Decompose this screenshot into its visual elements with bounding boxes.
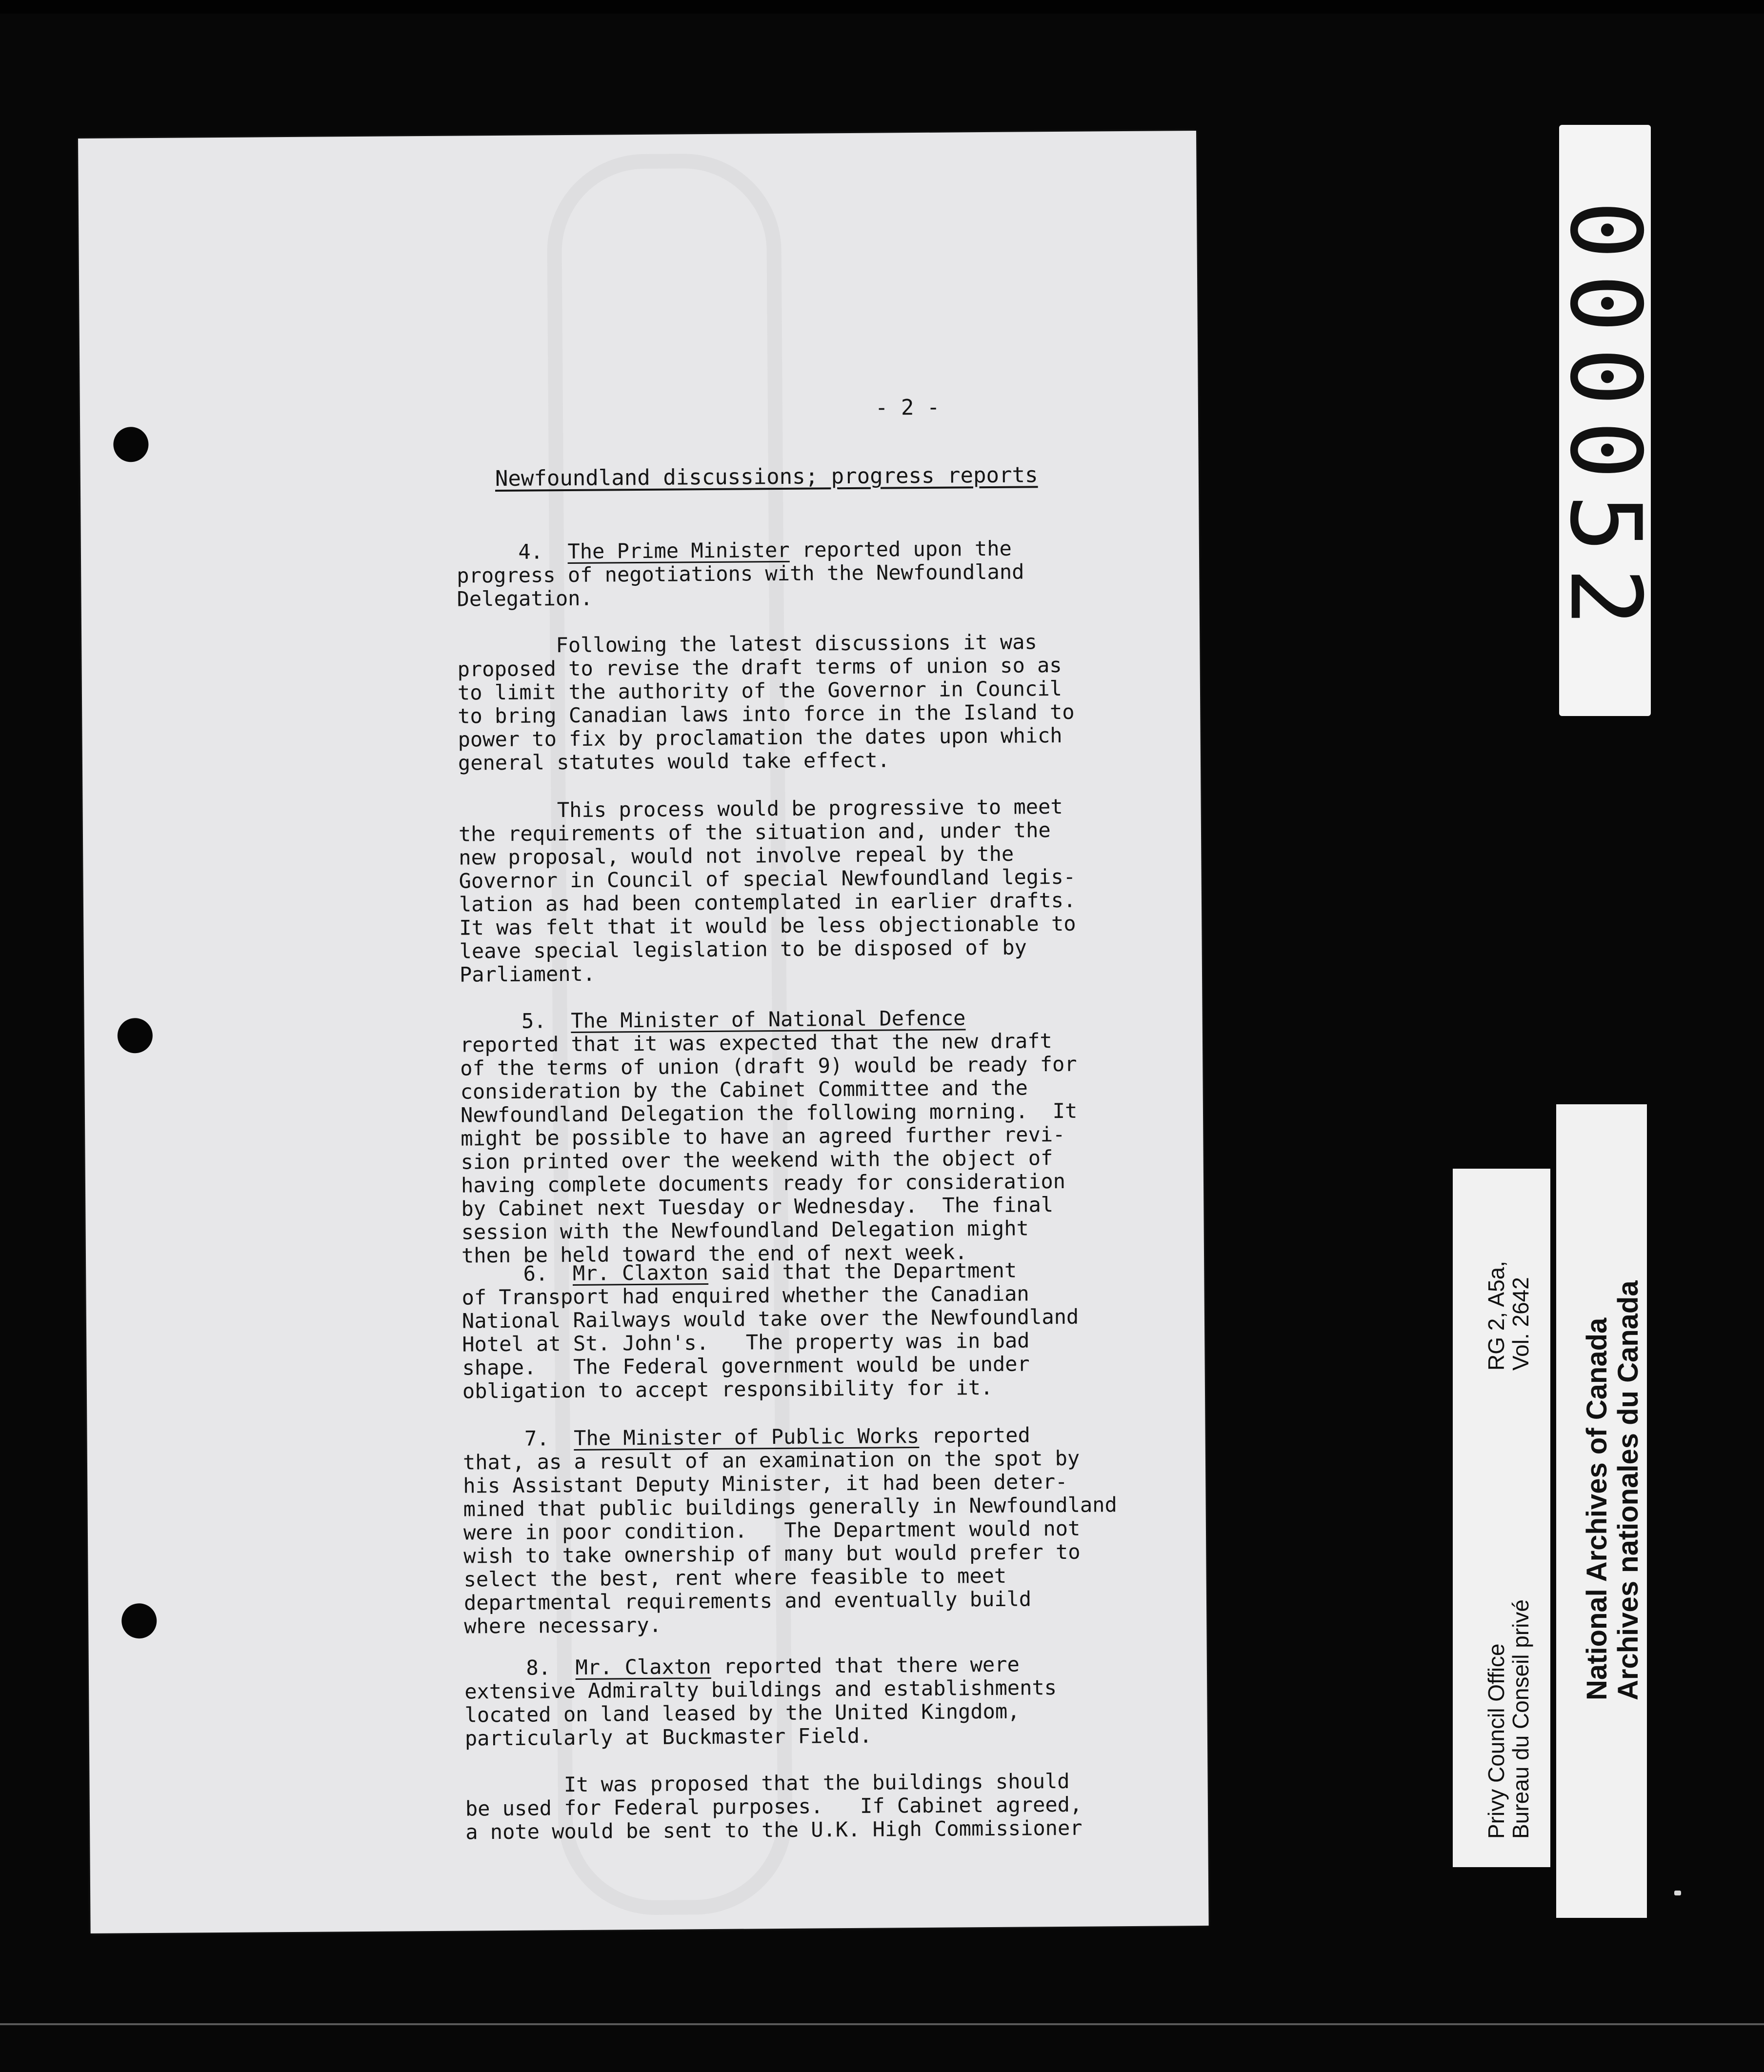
text-line [463, 1540, 1117, 1568]
line-text: new proposal, would not involve repeal by the [459, 841, 1014, 870]
document-page [78, 131, 1209, 1933]
line-text: reported that there were [711, 1652, 1020, 1679]
line-text: obligation to accept responsibility for it. [462, 1375, 993, 1403]
volume-number: Vol. 2642 [1508, 1277, 1533, 1371]
paragraph [461, 1258, 1079, 1403]
paragraph [465, 1770, 1082, 1844]
text-line [465, 1816, 1082, 1844]
dust-speck [1674, 1891, 1681, 1895]
underlined-speaker: Mr. Claxton [572, 1260, 709, 1285]
scan-bottom-edge [0, 2023, 1764, 2025]
line-text: 4. [456, 539, 568, 564]
line-text: having complete documents ready for consideration [461, 1169, 1066, 1197]
line-text: general statutes would take effect. [458, 748, 890, 775]
paragraph [464, 1653, 1057, 1750]
text-line [464, 1587, 1118, 1614]
line-text: reported [919, 1423, 1030, 1448]
line-text: 8. [464, 1655, 576, 1680]
line-text: departmental requirements and eventually build [463, 1587, 1032, 1615]
line-text: mined that public buildings generally in Newfoundland [463, 1493, 1117, 1521]
line-text: Hotel at St. John's. The property was in bad [462, 1328, 1030, 1356]
page-number: - 2 - [875, 395, 940, 420]
heading-text: Newfoundland discussions; progress reports [495, 462, 1038, 492]
section-heading [495, 463, 1038, 491]
line-text: to limit the authority of the Governor in Council [457, 676, 1062, 705]
line-text: reported upon the [789, 536, 1012, 562]
text-line [460, 959, 1077, 987]
line-text: said that the Department [708, 1258, 1017, 1285]
underlined-speaker: The Minister of Public Works [574, 1424, 920, 1450]
line-text: shape. The Federal government would be under [462, 1352, 1030, 1380]
line-text: 6. [461, 1261, 573, 1286]
line-text: a note would be sent to the U.K. High Commissioner [465, 1815, 1082, 1844]
frame-number: 000052 [1548, 200, 1662, 641]
text-line [465, 1723, 1057, 1750]
line-text: his Assistant Deputy Minister, it had been deter- [463, 1469, 1068, 1498]
text-line [464, 1699, 1057, 1727]
text-line [462, 1375, 1080, 1403]
text-line [457, 560, 1024, 587]
line-text: wish to take ownership of many but would prefer to [463, 1539, 1081, 1568]
line-text: Following the latest discussions it was [457, 630, 1037, 658]
typed-text [378, 394, 1207, 1844]
line-text: lation as had been contemplated in earlier drafts. [459, 888, 1076, 916]
paragraph [460, 1006, 1078, 1268]
office-french: Bureau du Conseil privé [1508, 1599, 1533, 1839]
line-text: particularly at Buckmaster Field. [464, 1723, 872, 1751]
line-text: leave special legislation to be disposed of by [459, 935, 1027, 963]
line-text: reported that it was expected that the new draft [460, 1029, 1052, 1057]
line-text: progress of negotiations with the Newfoundland [457, 559, 1024, 588]
line-text: where necessary. [464, 1613, 662, 1638]
line-text: Parliament. [459, 961, 596, 987]
line-text: This process would be progressive to meet [458, 794, 1063, 823]
underlined-speaker: Mr. Claxton [575, 1654, 711, 1679]
paragraph [457, 630, 1075, 775]
line-text: then be held toward the end of next week. [461, 1240, 967, 1268]
line-text: 7. [462, 1426, 574, 1451]
text-line [458, 724, 1075, 752]
line-text: Governor in Council of special Newfoundland legis- [459, 864, 1076, 893]
scan-top-edge [0, 0, 1764, 14]
punch-hole-top [113, 427, 149, 462]
line-text: Newfoundland Delegation the following morning. It [460, 1098, 1078, 1127]
underlined-speaker: The Minister of National Defence [571, 1006, 966, 1033]
line-text: the requirements of the situation and, under the [458, 818, 1051, 846]
line-text: that, as a result of an examination on the spot by [462, 1446, 1080, 1474]
line-text: to bring Canadian laws into force in the Island to [458, 699, 1075, 728]
line-text: select the best, rent where feasible to meet [463, 1563, 1007, 1592]
punch-hole-middle [118, 1018, 153, 1054]
record-group: RG 2, A5a, [1483, 1260, 1509, 1371]
text-line [461, 1216, 1079, 1244]
line-text: consideration by the Cabinet Committee and the [460, 1076, 1028, 1104]
punch-hole-bottom [121, 1603, 157, 1639]
line-text: be used for Federal purposes. If Cabinet agreed, [465, 1792, 1082, 1821]
line-text: session with the Newfoundland Delegation might [461, 1216, 1029, 1244]
line-text: were in poor condition. The Department would not [463, 1516, 1081, 1545]
office-english: Privy Council Office [1483, 1643, 1509, 1839]
underlined-speaker: The Prime Minister [567, 538, 790, 564]
line-text: sion printed over the weekend with the object of [461, 1146, 1053, 1174]
line-text: extensive Admiralty buildings and establishments [464, 1675, 1057, 1704]
line-text: Delegation. [457, 586, 593, 611]
text-line [464, 1610, 1118, 1638]
line-text: located on land leased by the United Kingdom, [464, 1699, 1020, 1727]
line-text: by Cabinet next Tuesday or Wednesday. The final [461, 1193, 1054, 1221]
institution-english: National Archives of Canada [1581, 1317, 1613, 1700]
line-text: of the terms of union (draft 9) would be ready for [460, 1052, 1077, 1080]
line-text: might be possible to have an agreed further revi- [461, 1122, 1065, 1151]
line-text: of Transport had enquired whether the Canadian [461, 1281, 1029, 1310]
text-line [457, 583, 1024, 611]
line-text: It was felt that it would be less objectionable to [459, 911, 1076, 940]
text-line [458, 747, 1075, 775]
line-text: National Railways would take over the Newfoundland [461, 1304, 1079, 1333]
line-text: 5. [460, 1008, 571, 1034]
paragraph [458, 795, 1076, 987]
paragraph [457, 537, 1024, 611]
institution-french: Archives nationales du Canada [1612, 1280, 1644, 1700]
line-text: It was proposed that the buildings should [465, 1769, 1070, 1797]
line-text: power to fix by proclamation the dates upon which [458, 723, 1062, 752]
line-text: proposed to revise the draft terms of union so as [457, 653, 1062, 681]
paragraph [462, 1423, 1118, 1638]
text-line [459, 936, 1076, 963]
